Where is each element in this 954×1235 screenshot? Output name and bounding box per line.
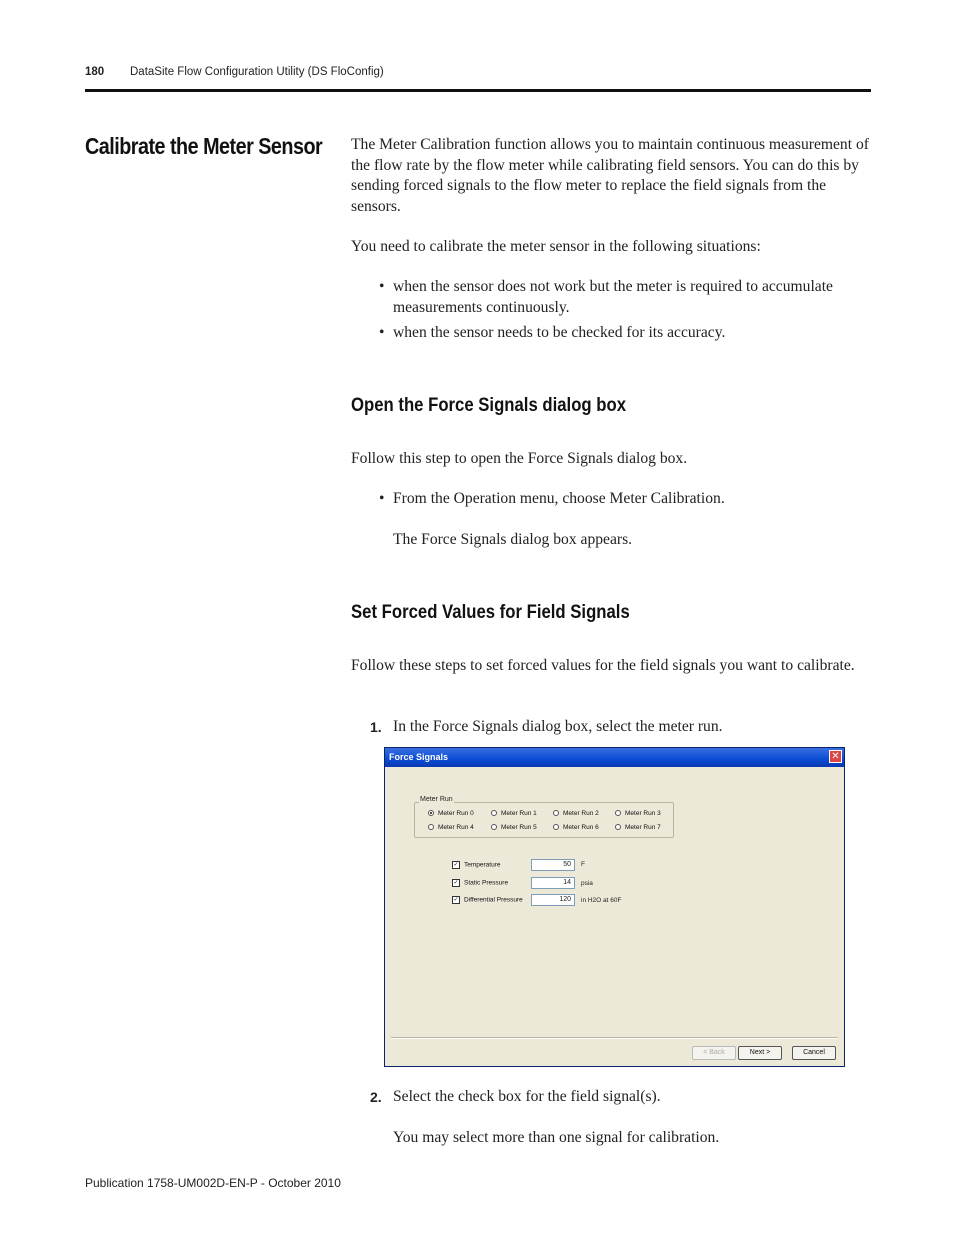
- radio-icon: [553, 824, 559, 830]
- open-section-heading: Open the Force Signals dialog box: [351, 395, 626, 416]
- situations-paragraph: You need to calibrate the meter sensor in the following situations:: [351, 238, 761, 255]
- page-number: 180: [85, 66, 105, 78]
- radio-meter-run-6[interactable]: [553, 824, 599, 831]
- next-button[interactable]: Next >: [738, 1046, 782, 1060]
- cancel-button[interactable]: Cancel: [792, 1046, 836, 1060]
- step-note: You may select more than one signal for calibration.: [393, 1129, 720, 1146]
- meter-run-label: Meter Run: [420, 796, 453, 803]
- differential-pressure-checkbox[interactable]: [452, 896, 523, 904]
- temperature-checkbox[interactable]: [452, 861, 501, 869]
- differential-pressure-unit: in H2O at 60F: [581, 897, 622, 904]
- radio-meter-run-4[interactable]: [428, 824, 474, 831]
- bullet-marker: •: [379, 490, 385, 507]
- radio-meter-run-7[interactable]: [615, 824, 661, 831]
- section-title: Calibrate the Meter Sensor: [85, 133, 323, 159]
- intro-paragraph: The Meter Calibration function allows you to maintain continuous measurement of the flow rate by the flow meter while calibrating field sensors. You can do this by sending forced signals to the flow meter to replace the field signals from the sensors.: [351, 136, 869, 215]
- force-signals-dialog: [384, 747, 845, 1067]
- differential-pressure-value-field[interactable]: 120: [531, 894, 575, 906]
- radio-meter-run-0[interactable]: [428, 810, 474, 817]
- radio-selected-icon: [428, 810, 434, 816]
- bullet-text: when the sensor does not work but the meter is required to accumulate measurements continuously.: [393, 278, 833, 316]
- radio-label: Meter Run 2: [563, 810, 599, 817]
- radio-meter-run-2[interactable]: [553, 810, 599, 817]
- checkbox-check-icon: ✓: [453, 880, 459, 886]
- radio-meter-run-3[interactable]: [615, 810, 661, 817]
- document-title: DataSite Flow Configuration Utility (DS FloConfig): [130, 66, 384, 78]
- bullet-marker: •: [379, 324, 385, 341]
- radio-meter-run-5[interactable]: [491, 824, 537, 831]
- step-number: 2.: [370, 1089, 382, 1105]
- radio-label: Meter Run 0: [438, 810, 474, 817]
- static-pressure-unit: psia: [581, 880, 593, 887]
- dialog-title: Force Signals: [389, 752, 449, 762]
- static-pressure-value-field[interactable]: 14: [531, 877, 575, 889]
- bullet-item: [379, 323, 871, 344]
- back-button[interactable]: < Back: [692, 1046, 736, 1060]
- dialog-title-bar: [385, 748, 844, 767]
- radio-label: Meter Run 4: [438, 824, 474, 831]
- radio-icon: [491, 810, 497, 816]
- step-text: In the Force Signals dialog box, select the meter run.: [393, 718, 723, 735]
- checkbox-check-icon: ✓: [453, 897, 459, 903]
- step-number: 1.: [370, 719, 382, 735]
- bullet-item: [379, 489, 871, 510]
- bullet-item: [379, 277, 871, 318]
- step-item: [370, 1087, 870, 1108]
- temperature-value-field[interactable]: 50: [531, 859, 575, 871]
- bullet-marker: •: [379, 278, 385, 295]
- radio-label: Meter Run 6: [563, 824, 599, 831]
- radio-icon: [491, 824, 497, 830]
- running-header: [85, 66, 384, 78]
- radio-label: Meter Run 3: [625, 810, 661, 817]
- static-pressure-checkbox[interactable]: [452, 879, 508, 887]
- dialog-separator: [391, 1037, 838, 1039]
- open-section-paragraph: Follow this step to open the Force Signals dialog box.: [351, 450, 688, 467]
- step-text: Select the check box for the field signal(s).: [393, 1088, 661, 1105]
- radio-icon: [615, 824, 621, 830]
- checkbox-label: Temperature: [464, 861, 501, 869]
- set-section-heading: Set Forced Values for Field Signals: [351, 602, 630, 623]
- temperature-unit: F: [581, 861, 585, 868]
- set-section-paragraph: Follow these steps to set forced values for the field signals you want to calibrate.: [351, 657, 855, 674]
- header-rule: [85, 89, 871, 92]
- radio-label: Meter Run 5: [501, 824, 537, 831]
- meter-run-group: [414, 796, 674, 838]
- publication-footer: Publication 1758-UM002D-EN-P - October 2010: [85, 1176, 341, 1190]
- radio-meter-run-1[interactable]: [491, 810, 537, 817]
- checkbox-label: Differential Pressure: [464, 896, 523, 904]
- radio-icon: [428, 824, 434, 830]
- step-item: [370, 717, 870, 738]
- radio-label: Meter Run 1: [501, 810, 537, 817]
- checkbox-check-icon: ✓: [453, 862, 459, 868]
- radio-icon: [615, 810, 621, 816]
- bullet-text: when the sensor needs to be checked for its accuracy.: [393, 324, 726, 341]
- close-icon[interactable]: ✕: [829, 750, 842, 763]
- result-text: The Force Signals dialog box appears.: [393, 531, 633, 548]
- radio-icon: [553, 810, 559, 816]
- checkbox-label: Static Pressure: [464, 879, 509, 887]
- radio-label: Meter Run 7: [625, 824, 661, 831]
- bullet-text: From the Operation menu, choose Meter Calibration.: [393, 490, 725, 507]
